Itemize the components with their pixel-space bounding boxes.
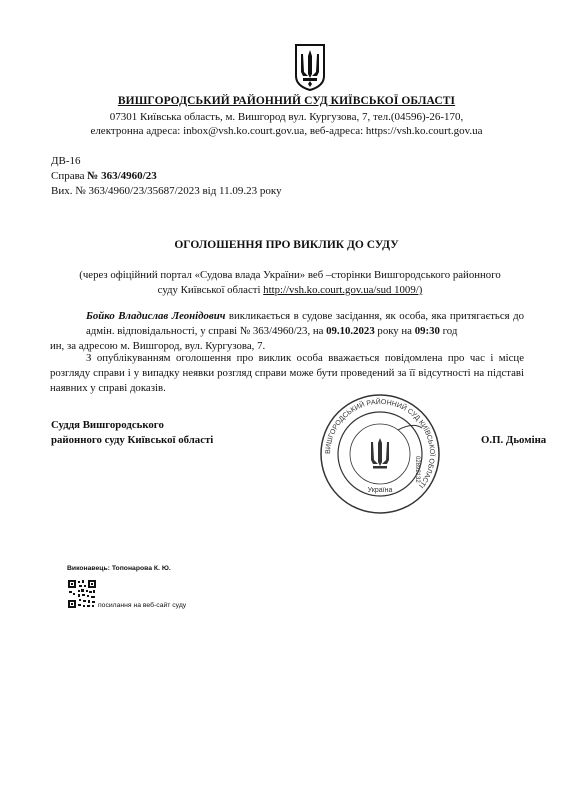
seal-ring-text: ВИШГОРОДСЬКИЙ РАЙОННИЙ СУД КИЇВСЬКОЇ ОБЛАСТІ (324, 398, 436, 489)
court-name: ВИШГОРОДСЬКИЙ РАЙОННИЙ СУД КИЇВСЬКОЇ ОБЛАСТІ (117, 95, 456, 107)
hearing-time: 09:30 (414, 325, 440, 337)
qr-code-icon[interactable] (67, 579, 97, 609)
executor-line: Виконавець: Топонарова К. Ю. (67, 565, 171, 572)
case-line (51, 170, 157, 182)
notice-title: ОГОЛОШЕННЯ ПРО ВИКЛИК ДО СУДУ (174, 239, 399, 251)
seal-bottom-text: Україна (367, 487, 393, 494)
portal-link[interactable]: http://vsh.ko.court.gov.ua/sud 1009/) (263, 284, 423, 296)
summons-address: ин, за адресою м. Вишгород, вул. Кургузова, 7. (50, 340, 266, 352)
judge-role-line1: Суддя Вишгородського (51, 419, 164, 431)
person-name: Бойко Владислав Леонідович (86, 310, 226, 322)
hearing-date: 09.10.2023 (326, 325, 375, 337)
case-prefix: Справа (51, 170, 88, 182)
form-code: ДВ-16 (51, 155, 81, 167)
outgoing-number: Вих. № 363/4960/23/35687/2023 від 11.09.23 року (51, 185, 282, 197)
seal-trident-icon (371, 438, 389, 469)
subtitle-text: (через офіційний портал «Судова влада України» веб –сторінки Вишгородського районного суду Київської області (79, 269, 501, 296)
court-seal (318, 392, 442, 516)
judge-name: О.П. Дьоміна (481, 434, 547, 446)
notification-paragraph: З опублікуванням оголошення про виклик особа вважається повідомлена про час і місце розгляду справи і у випадку неявки розгляд справи може бути проведений за її відсутності на підставі наявних у справі доказів. (50, 352, 524, 394)
coat-of-arms-icon (293, 42, 327, 92)
court-address: 07301 Київська область, м. Вишгород вул. Кургузова, 7, тел.(04596)-26-170, (109, 111, 464, 123)
notice-subtitle (70, 268, 510, 298)
seal-code: 02892132 (414, 456, 420, 483)
qr-caption: посилання на веб-сайт суду (98, 602, 187, 609)
judge-role (51, 418, 213, 448)
judge-role-line2: районного суду Київської області (51, 434, 214, 446)
court-contacts: електронна адреса: inbox@vsh.ko.court.gov.ua, веб-адреса: https://vsh.ko.court.gov.ua (90, 125, 483, 137)
summons-paragraph: Бойко Владислав Леонідович викликається в судове засідання, як особа, яка притягається до адмін. відповідальності, у справі № 363/4960/23, на 09.10.2023 року на 09:30 год (86, 310, 524, 337)
case-number: № 363/4960/23 (87, 170, 157, 182)
